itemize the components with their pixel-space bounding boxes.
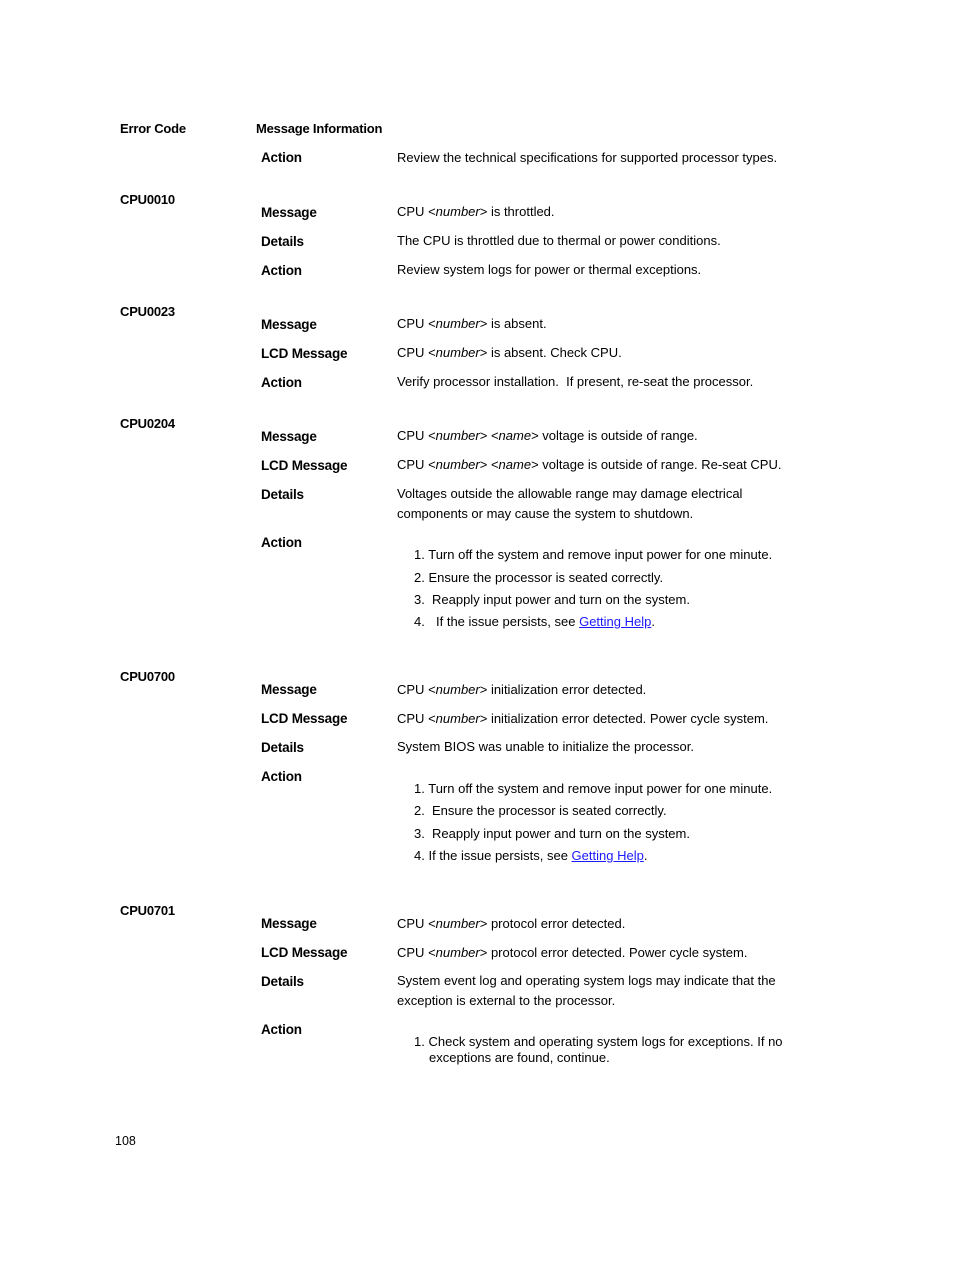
list-item: 4. If the issue persists, see Getting Help.: [414, 614, 655, 629]
list-item: 3. Reapply input power and turn on the system.: [414, 592, 690, 607]
label-details: Details: [261, 740, 304, 755]
cpu0700-details: System BIOS was unable to initialize the processor.: [397, 739, 694, 754]
label-message: Message: [261, 916, 317, 931]
error-code-cpu0204: CPU0204: [120, 416, 175, 431]
cpu0010-message: CPU <number> is throttled.: [397, 204, 555, 219]
error-code-cpu0023: CPU0023: [120, 304, 175, 319]
cpu0204-message: CPU <number> <name> voltage is outside of range.: [397, 428, 698, 443]
label-action: Action: [261, 535, 302, 550]
cpu0023-message: CPU <number> is absent.: [397, 316, 547, 331]
label-details: Details: [261, 974, 304, 989]
list-item: 1. Turn off the system and remove input power for one minute.: [414, 781, 773, 796]
cpu0010-details: The CPU is throttled due to thermal or power conditions.: [397, 233, 721, 248]
error-code-cpu0700: CPU0700: [120, 669, 175, 684]
error-code-cpu0010: CPU0010: [120, 192, 175, 207]
cpu0701-lcd-message: CPU <number> protocol error detected. Power cycle system.: [397, 945, 748, 960]
cpu0204-details: Voltages outside the allowable range may damage electrical components or may cause the system to shutdown.: [397, 486, 743, 521]
label-action: Action: [261, 263, 302, 278]
cpu0700-message: CPU <number> initialization error detected.: [397, 682, 647, 697]
label-action: Action: [261, 1022, 302, 1037]
cpu0701-details: System event log and operating system logs may indicate that the exception is external to the processor.: [397, 973, 776, 1008]
cpu0701-message: CPU <number> protocol error detected.: [397, 916, 626, 931]
list-item: 2. Ensure the processor is seated correctly.: [414, 570, 664, 585]
label-lcd-message: LCD Message: [261, 945, 348, 960]
header-error-code: Error Code: [120, 121, 186, 136]
top-action-text: Review the technical specifications for supported processor types.: [397, 150, 778, 165]
label-message: Message: [261, 682, 317, 697]
list-item: 4. If the issue persists, see Getting Help.: [414, 848, 648, 863]
list-item: 1. Turn off the system and remove input power for one minute.: [414, 547, 773, 562]
label-message: Message: [261, 317, 317, 332]
getting-help-link[interactable]: Getting Help: [579, 614, 652, 629]
page-number: 108: [115, 1134, 136, 1148]
cpu0010-action: Review system logs for power or thermal exceptions.: [397, 262, 702, 277]
cpu0023-action: Verify processor installation. If present, re-seat the processor.: [397, 374, 754, 389]
cpu0204-lcd-message: CPU <number> <name> voltage is outside of range. Re-seat CPU.: [397, 457, 782, 472]
getting-help-link[interactable]: Getting Help: [571, 848, 644, 863]
list-item: 3. Reapply input power and turn on the system.: [414, 826, 690, 841]
label-message: Message: [261, 205, 317, 220]
label-lcd-message: LCD Message: [261, 346, 348, 361]
label-details: Details: [261, 487, 304, 502]
label-message: Message: [261, 429, 317, 444]
list-item: 1. Check system and operating system logs for exceptions. If no: [414, 1034, 783, 1049]
list-item-continuation: exceptions are found, continue.: [429, 1050, 610, 1065]
list-item: 2. Ensure the processor is seated correctly.: [414, 803, 667, 818]
error-code-cpu0701: CPU0701: [120, 903, 175, 918]
label-action: Action: [261, 769, 302, 784]
label-action: Action: [261, 150, 302, 165]
label-lcd-message: LCD Message: [261, 711, 348, 726]
header-message-information: Message Information: [256, 121, 383, 136]
cpu0700-lcd-message: CPU <number> initialization error detected. Power cycle system.: [397, 711, 769, 726]
cpu0023-lcd-message: CPU <number> is absent. Check CPU.: [397, 345, 622, 360]
label-action: Action: [261, 375, 302, 390]
label-details: Details: [261, 234, 304, 249]
label-lcd-message: LCD Message: [261, 458, 348, 473]
